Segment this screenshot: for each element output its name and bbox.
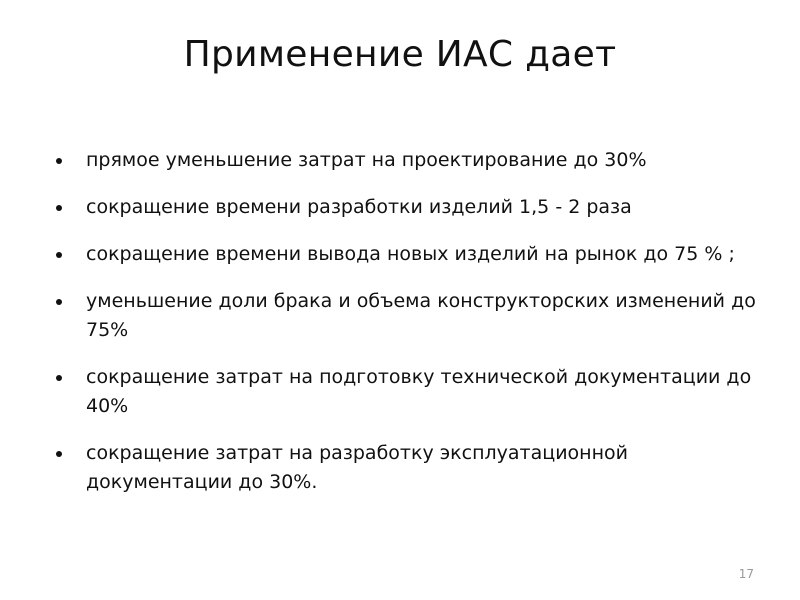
bullet-dot-icon <box>56 205 62 211</box>
bullet-text: сокращение затрат на подготовку технической документации до 40% <box>86 366 752 417</box>
bullet-dot-icon <box>56 299 62 305</box>
bullet-item <box>52 439 762 497</box>
bullet-item <box>52 240 762 269</box>
bullet-text: прямое уменьшение затрат на проектирование до 30% <box>86 149 647 171</box>
bullet-dot-icon <box>56 158 62 164</box>
bullet-text: уменьшение доли брака и объема конструкторских изменений до 75% <box>86 290 756 341</box>
bullet-dot-icon <box>56 451 62 457</box>
bullet-item <box>52 146 762 175</box>
bullet-text: сокращение времени вывода новых изделий на рынок до 75 % ; <box>86 243 735 265</box>
bullet-text: сокращение затрат на разработку эксплуатационной документации до 30%. <box>86 442 628 493</box>
bullet-item <box>52 193 762 222</box>
bullet-dot-icon <box>56 375 62 381</box>
bullet-dot-icon <box>56 252 62 258</box>
bullet-text: сокращение времени разработки изделий 1,5 - 2 раза <box>86 196 632 218</box>
slide-title: Применение ИАС дает <box>183 34 617 75</box>
bullet-item <box>52 363 762 421</box>
bullet-item <box>52 287 762 345</box>
bullet-list <box>52 146 762 515</box>
page-number: 17 <box>738 567 754 581</box>
